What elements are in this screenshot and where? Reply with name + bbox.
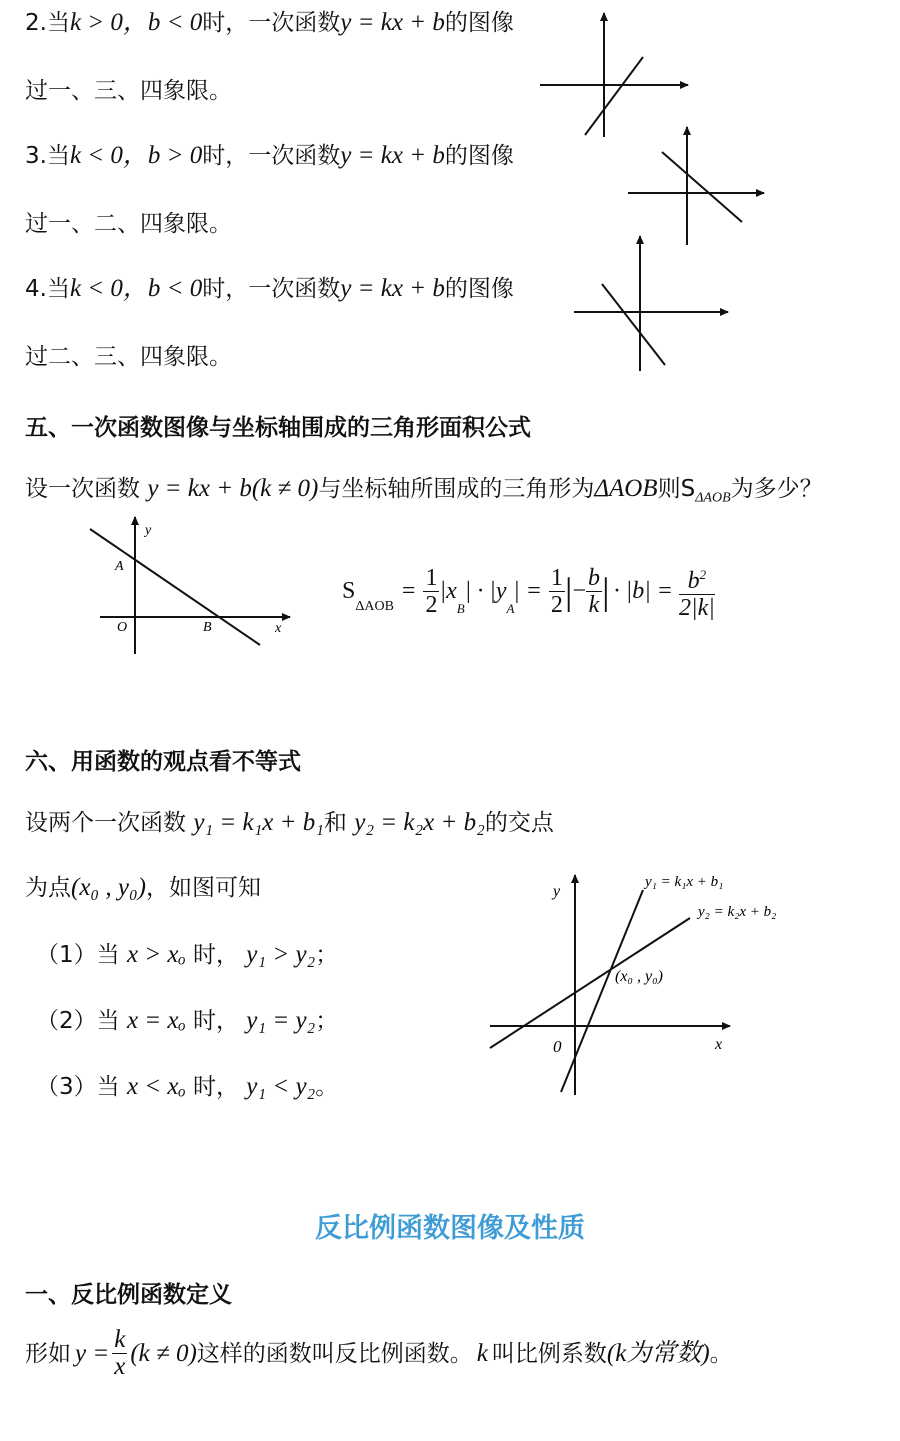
case-function: y = kx + b <box>340 142 445 169</box>
case-lead: 3.当 <box>25 143 70 169</box>
case-3-result: 过一、二、四象限。 <box>25 211 232 237</box>
case-mid: 时，一次函数 <box>202 143 341 169</box>
formula-s: S <box>342 578 356 604</box>
point-a-label: A <box>115 559 124 574</box>
question-lead: 设一次函数 <box>25 476 140 502</box>
y-equals: y = <box>75 1339 110 1367</box>
b-over-k-fraction <box>586 565 602 618</box>
item-condition: x > xₒ <box>126 941 186 968</box>
point-b-label: B <box>203 620 212 635</box>
case-mid: 时，一次函数 <box>202 10 341 36</box>
origin-label: O <box>117 620 128 635</box>
definition-condition: (k ≠ 0) <box>130 1339 197 1367</box>
graph-case-3 <box>622 122 772 247</box>
xb-subscript: B <box>456 601 465 616</box>
abs-dot-ya: | · |y <box>464 578 507 604</box>
item-mid: 时， <box>192 1074 239 1100</box>
inverse-definition <box>25 1327 733 1380</box>
half-fraction <box>423 565 439 618</box>
section-5-question <box>25 474 823 514</box>
item-result: y₁ > y₂ <box>246 941 316 968</box>
case-lead: 2.当 <box>25 10 70 36</box>
item-end: ； <box>315 942 339 968</box>
item-end: ； <box>315 1008 339 1034</box>
x-axis-label: x <box>715 1036 723 1053</box>
case-tail: 的图像 <box>444 10 514 36</box>
line2-tail: ，如图可知 <box>145 875 261 901</box>
case-2-statement <box>25 8 514 38</box>
item-number: （3）当 <box>36 1074 120 1100</box>
fraction-numerator: b <box>588 565 600 591</box>
definition-mid-2: 叫比例系数 <box>491 1340 607 1367</box>
line1-tail: 的交点 <box>484 810 554 836</box>
section-6-line-2 <box>25 873 261 903</box>
item-number: （1）当 <box>36 942 120 968</box>
formula-s-subscript: ΔAOB <box>355 599 394 614</box>
item-condition: x < xₒ <box>126 1073 186 1100</box>
case-function: y = kx + b <box>340 9 445 36</box>
line1-mid: 和 <box>323 810 347 836</box>
case-condition: k < 0，b < 0 <box>69 275 203 302</box>
line-y1 <box>561 890 643 1092</box>
origin-label: 0 <box>553 1037 562 1056</box>
case-lead: 4.当 <box>25 276 70 302</box>
inequality-item-3 <box>36 1072 338 1102</box>
question-subscript: ΔAOB <box>695 490 731 506</box>
line2-lead: 为点 <box>25 875 71 901</box>
definition-k: k <box>476 1339 488 1367</box>
formula-equals-2: = <box>527 578 541 604</box>
function-line <box>662 152 742 222</box>
definition-end: 。 <box>709 1340 733 1367</box>
definition-mid: 这样的函数叫反比例函数。 <box>196 1340 473 1367</box>
y-axis-label: y <box>553 883 561 900</box>
fraction-denominator: 2 <box>550 592 563 618</box>
triangle-figure <box>85 512 300 657</box>
line-y1-label: y₁ = k₁x + b₁ <box>645 874 724 890</box>
intersection-figure <box>485 860 815 1100</box>
formula-equals: = <box>401 578 416 604</box>
definition-lead: 形如 <box>25 1340 71 1367</box>
intersection-point: (x₀ , y₀) <box>71 874 146 901</box>
line1-function-2: y₂ = k₂x + b₂ <box>354 809 485 836</box>
question-then: 则S <box>657 476 696 502</box>
function-line <box>602 284 665 365</box>
section-7-heading: 一、反比例函数定义 <box>25 1282 232 1308</box>
case-tail: 的图像 <box>444 143 514 169</box>
question-mid: 与坐标轴所围成的三角形为 <box>318 476 595 502</box>
inequality-item-2 <box>36 1006 338 1036</box>
case-tail: 的图像 <box>444 276 514 302</box>
section-6-heading: 六、用函数的观点看不等式 <box>25 749 301 775</box>
item-end: 。 <box>315 1074 339 1100</box>
half-fraction-2 <box>549 565 565 618</box>
ya-subscript: A <box>506 601 515 616</box>
case-mid: 时，一次函数 <box>202 276 341 302</box>
item-result: y₁ = y₂ <box>246 1007 316 1034</box>
fraction-denominator: k <box>588 592 600 618</box>
x-axis-label: x <box>275 621 282 636</box>
fraction-numerator <box>679 562 715 595</box>
b-term: b <box>687 568 700 594</box>
case-4-statement <box>25 274 514 304</box>
function-line <box>90 529 260 645</box>
abs-b: · |b| = <box>613 578 673 604</box>
area-formula <box>342 562 715 621</box>
fraction-numerator: 1 <box>425 565 438 591</box>
b2-over-2k-fraction <box>679 562 715 621</box>
item-number: （2）当 <box>36 1008 120 1034</box>
question-tail: 为多少？ <box>730 476 823 502</box>
intersection-label: (x₀ , y₀) <box>615 968 663 985</box>
line-y2-label: y₂ = k₂x + b₂ <box>698 904 777 920</box>
fraction-numerator: 1 <box>550 565 563 591</box>
abs-xb: |x <box>439 578 457 604</box>
case-condition: k > 0，b < 0 <box>69 9 203 36</box>
definition-paren: (k为常数) <box>606 1339 710 1367</box>
y-axis-label: y <box>145 523 152 538</box>
item-result: y₁ < y₂ <box>246 1073 316 1100</box>
abs-bar-left: | <box>564 570 573 613</box>
minus-sign: − <box>572 578 586 604</box>
line1-function-1: y₁ = k₁x + b₁ <box>193 809 324 836</box>
graph-case-4 <box>568 231 733 373</box>
question-triangle: ΔAOB <box>594 475 658 502</box>
inequality-item-1 <box>36 940 338 970</box>
b-superscript: 2 <box>699 567 707 582</box>
k-over-x-fraction <box>112 1327 127 1380</box>
fraction-denominator: 2|k| <box>679 595 715 621</box>
fraction-numerator: k <box>114 1326 126 1353</box>
section-5-heading: 五、一次函数图像与坐标轴围成的三角形面积公式 <box>25 415 531 441</box>
fraction-denominator: x <box>114 1353 126 1380</box>
graph-case-2 <box>530 5 700 140</box>
line1-lead: 设两个一次函数 <box>25 810 186 836</box>
section-6-line-1 <box>25 808 554 838</box>
case-4-result: 过二、三、四象限。 <box>25 344 232 370</box>
abs-bar-right: | <box>602 570 610 613</box>
chapter-title: 反比例函数图像及性质 <box>315 1213 585 1244</box>
fraction-denominator: 2 <box>425 592 438 618</box>
case-condition: k < 0，b > 0 <box>69 142 203 169</box>
case-2-result: 过一、三、四象限。 <box>25 78 232 104</box>
case-function: y = kx + b <box>340 275 445 302</box>
item-mid: 时， <box>192 942 239 968</box>
item-mid: 时， <box>192 1008 239 1034</box>
question-function: y = kx + b(k ≠ 0) <box>147 475 319 502</box>
abs-bar: | <box>514 578 520 604</box>
item-condition: x = xₒ <box>126 1007 186 1034</box>
case-3-statement <box>25 141 514 171</box>
